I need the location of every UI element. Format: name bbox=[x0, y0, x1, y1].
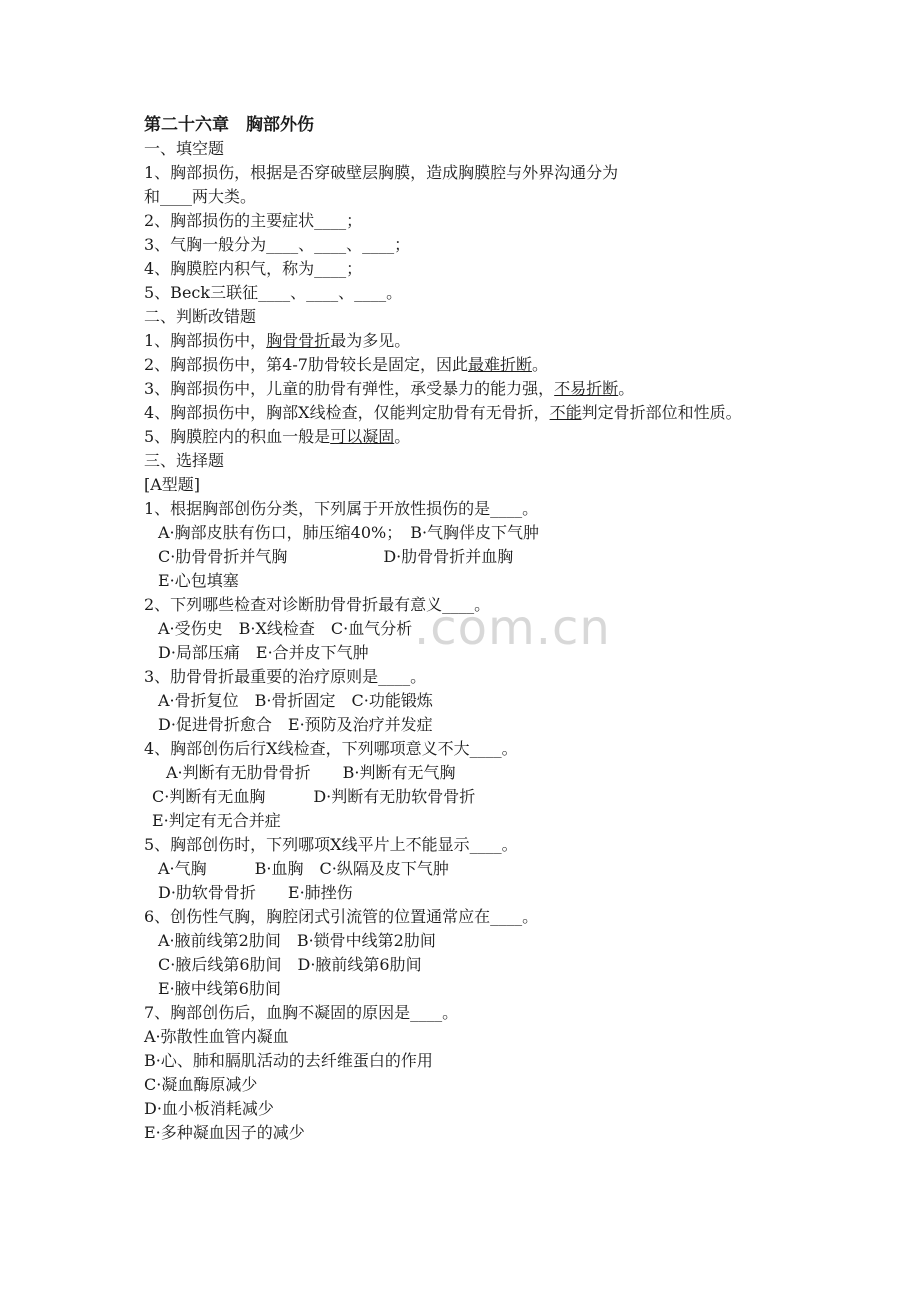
choice-q7-option-e: E·多种凝血因子的减少 bbox=[144, 1123, 305, 1142]
choice-q6-options: E·腋中线第6肋间 bbox=[158, 979, 281, 998]
document-body bbox=[144, 113, 784, 1145]
judge-q3: 3、胸部损伤中，儿童的肋骨有弹性，承受暴力的能力强，不易折断。 bbox=[144, 379, 635, 398]
choice-q3-options: A·骨折复位 B·骨折固定 C·功能锻炼 bbox=[158, 691, 433, 710]
fill-in-q1-cont: 和____两大类。 bbox=[144, 187, 257, 206]
choice-subheading: [A型题] bbox=[144, 475, 201, 494]
fill-in-q3: 3、气胸一般分为____、____、____； bbox=[144, 235, 411, 254]
choice-q3-stem: 3、肋骨骨折最重要的治疗原则是____。 bbox=[144, 667, 427, 686]
choice-q4-options: A·判断有无肋骨骨折 B·判断有无气胸 bbox=[166, 763, 456, 782]
chapter-title: 第二十六章 胸部外伤 bbox=[144, 115, 314, 135]
section-heading-choice: 三、选择题 bbox=[144, 451, 225, 470]
choice-q5-options: A·气胸 B·血胸 C·纵隔及皮下气肿 bbox=[158, 859, 449, 878]
choice-q3-options: D·促进骨折愈合 E·预防及治疗并发症 bbox=[158, 715, 433, 734]
choice-q4-options: E·判定有无合并症 bbox=[152, 811, 281, 830]
watermark: .com.cn bbox=[414, 600, 611, 656]
choice-q5-options: D·肋软骨骨折 E·肺挫伤 bbox=[158, 883, 353, 902]
section-heading-fill-in: 一、填空题 bbox=[144, 139, 225, 158]
judge-q2: 2、胸部损伤中，第4-7肋骨较长是固定，因此最难折断。 bbox=[144, 355, 548, 374]
choice-q6-stem: 6、创伤性气胸，胸腔闭式引流管的位置通常应在____。 bbox=[144, 907, 539, 926]
fill-in-q4: 4、胸膜腔内积气，称为____； bbox=[144, 259, 363, 278]
fill-in-q1: 1、胸部损伤，根据是否穿破壁层胸膜，造成胸膜腔与外界沟通分为 bbox=[144, 163, 619, 182]
choice-q2-stem: 2、下列哪些检查对诊断肋骨骨折最有意义____。 bbox=[144, 595, 491, 614]
choice-q7-option-b: B·心、肺和膈肌活动的去纤维蛋白的作用 bbox=[144, 1051, 433, 1070]
fill-in-q2: 2、胸部损伤的主要症状____； bbox=[144, 211, 363, 230]
section-heading-judge: 二、判断改错题 bbox=[144, 307, 257, 326]
choice-q7-option-d: D·血小板消耗减少 bbox=[144, 1099, 274, 1118]
choice-q4-options: C·判断有无血胸 D·判断有无肋软骨骨折 bbox=[152, 787, 476, 806]
choice-q2-options: A·受伤史 B·X线检查 C·血气分析 bbox=[158, 619, 413, 638]
judge-q1: 1、胸部损伤中，胸骨骨折最为多见。 bbox=[144, 331, 411, 350]
choice-q2-options: D·局部压痛 E·合并皮下气肿 bbox=[158, 643, 369, 662]
choice-q7-option-a: A·弥散性血管内凝血 bbox=[144, 1027, 289, 1046]
choice-q1-options: C·肋骨骨折并气胸 D·肋骨骨折并血胸 bbox=[158, 547, 514, 566]
choice-q4-stem: 4、胸部创伤后行X线检查，下列哪项意义不大____。 bbox=[144, 739, 518, 758]
choice-q1-options: E·心包填塞 bbox=[158, 571, 239, 590]
judge-q5: 5、胸膜腔内的积血一般是可以凝固。 bbox=[144, 427, 411, 446]
choice-q6-options: A·腋前线第2肋间 B·锁骨中线第2肋间 bbox=[158, 931, 436, 950]
choice-q6-options: C·腋后线第6肋间 D·腋前线第6肋间 bbox=[158, 955, 422, 974]
judge-q4: 4、胸部损伤中，胸部X线检查，仅能判定肋骨有无骨折，不能判定骨折部位和性质。 bbox=[144, 403, 742, 422]
choice-q1-stem: 1、根据胸部创伤分类，下列属于开放性损伤的是____。 bbox=[144, 499, 539, 518]
choice-q5-stem: 5、胸部创伤时，下列哪项X线平片上不能显示____。 bbox=[144, 835, 518, 854]
choice-q7-stem: 7、胸部创伤后，血胸不凝固的原因是____。 bbox=[144, 1003, 459, 1022]
choice-q1-options: A·胸部皮肤有伤口，肺压缩40%； B·气胸伴皮下气肿 bbox=[158, 523, 540, 542]
choice-q7-option-c: C·凝血酶原减少 bbox=[144, 1075, 258, 1094]
fill-in-q5: 5、Beck三联征____、____、____。 bbox=[144, 283, 403, 302]
